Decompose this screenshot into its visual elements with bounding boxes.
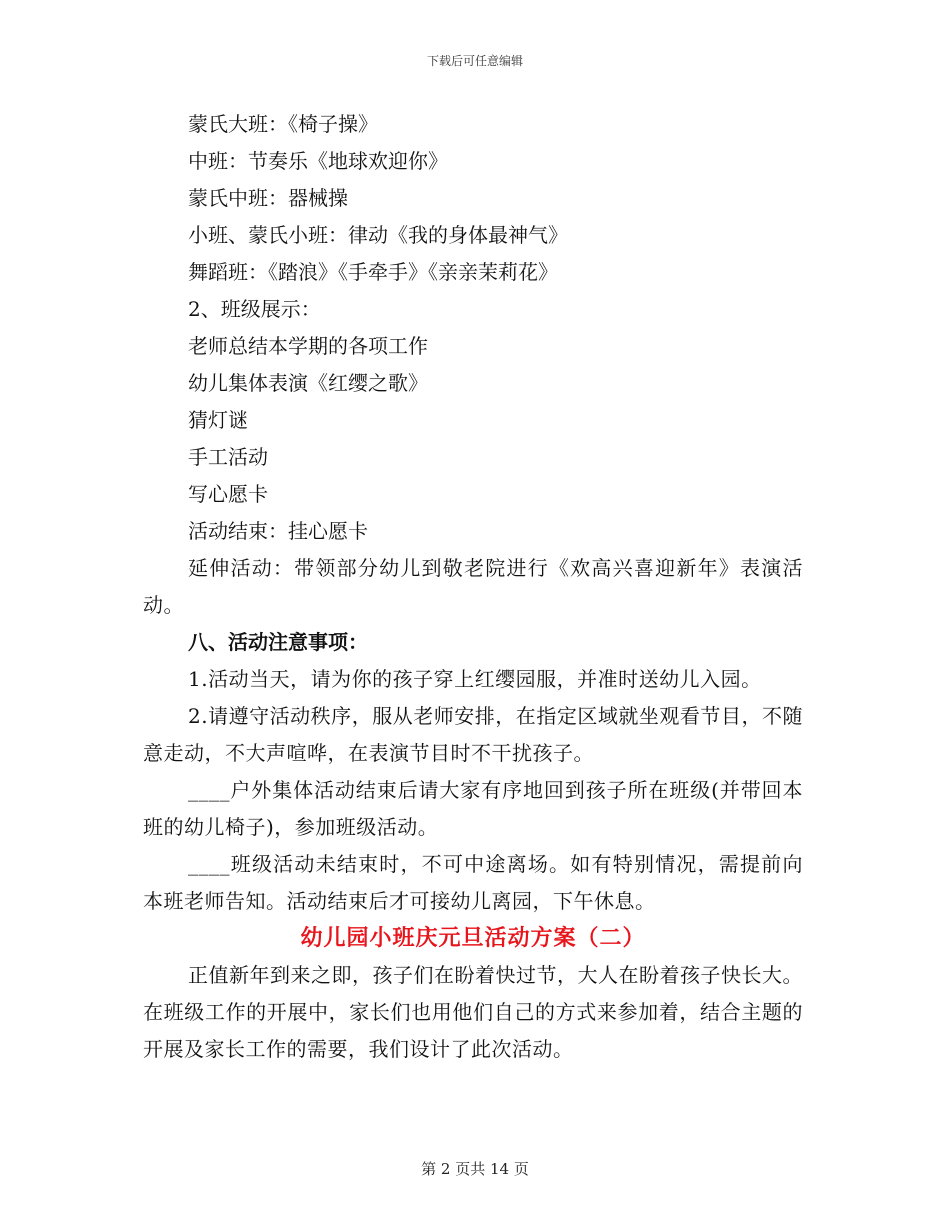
section-title: 幼儿园小班庆元旦活动方案（二） bbox=[300, 925, 646, 951]
note-item-3: ____户外集体活动结束后请大家有序地回到孩子所在班级(并带回本班的幼儿椅子)，参加班级活动。 bbox=[143, 778, 803, 839]
page-number: 第 2 页共 14 页 bbox=[421, 1160, 529, 1178]
program-line-montessori-middle: 蒙氏中班：器械操 bbox=[188, 186, 348, 210]
program-line-dance-class: 舞蹈班：《踏浪》《手牵手》《亲亲茉莉花》 bbox=[188, 260, 558, 284]
extension-activity-paragraph: 延伸活动：带领部分幼儿到敬老院进行《欢高兴喜迎新年》表演活动。 bbox=[143, 556, 803, 617]
showcase-item-wish-card: 写心愿卡 bbox=[188, 482, 268, 506]
notes-heading: 八、活动注意事项： bbox=[188, 630, 368, 654]
showcase-item-handcraft: 手工活动 bbox=[188, 445, 268, 469]
note-item-2: 2.请遵守活动秩序，服从老师安排，在指定区域就坐观看节目，不随意走动，不大声喧哗，在表演节目时不干扰孩子。 bbox=[143, 704, 803, 765]
showcase-item-performance: 幼儿集体表演《红缨之歌》 bbox=[188, 371, 428, 395]
activity-end-line: 活动结束：挂心愿卡 bbox=[188, 519, 368, 543]
program-line-montessori-senior: 蒙氏大班：《椅子操》 bbox=[188, 112, 378, 136]
class-showcase-heading: 2、班级展示： bbox=[188, 297, 321, 321]
document-body bbox=[143, 106, 803, 1068]
section-intro-paragraph: 正值新年到来之即，孩子们在盼着快过节，大人在盼着孩子快长大。在班级工作的开展中，家长们也用他们自己的方式来参加着，结合主题的开展及家长工作的需要，我们设计了此次活动。 bbox=[143, 963, 803, 1061]
page-header: 下载后可任意编辑 bbox=[426, 54, 523, 68]
program-line-middle-class: 中班：节奏乐《地球欢迎你》 bbox=[188, 149, 448, 173]
program-line-junior-class: 小班、蒙氏小班：律动《我的身体最神气》 bbox=[188, 223, 568, 247]
note-item-4: ____班级活动未结束时，不可中途离场。如有特别情况，需提前向本班老师告知。活动结束后才可接幼儿离园，下午休息。 bbox=[143, 852, 803, 913]
note-item-1: 1.活动当天，请为你的孩子穿上红缨园服，并准时送幼儿入园。 bbox=[188, 667, 762, 691]
showcase-item-summary: 老师总结本学期的各项工作 bbox=[188, 334, 428, 358]
showcase-item-riddles: 猜灯谜 bbox=[188, 408, 248, 432]
